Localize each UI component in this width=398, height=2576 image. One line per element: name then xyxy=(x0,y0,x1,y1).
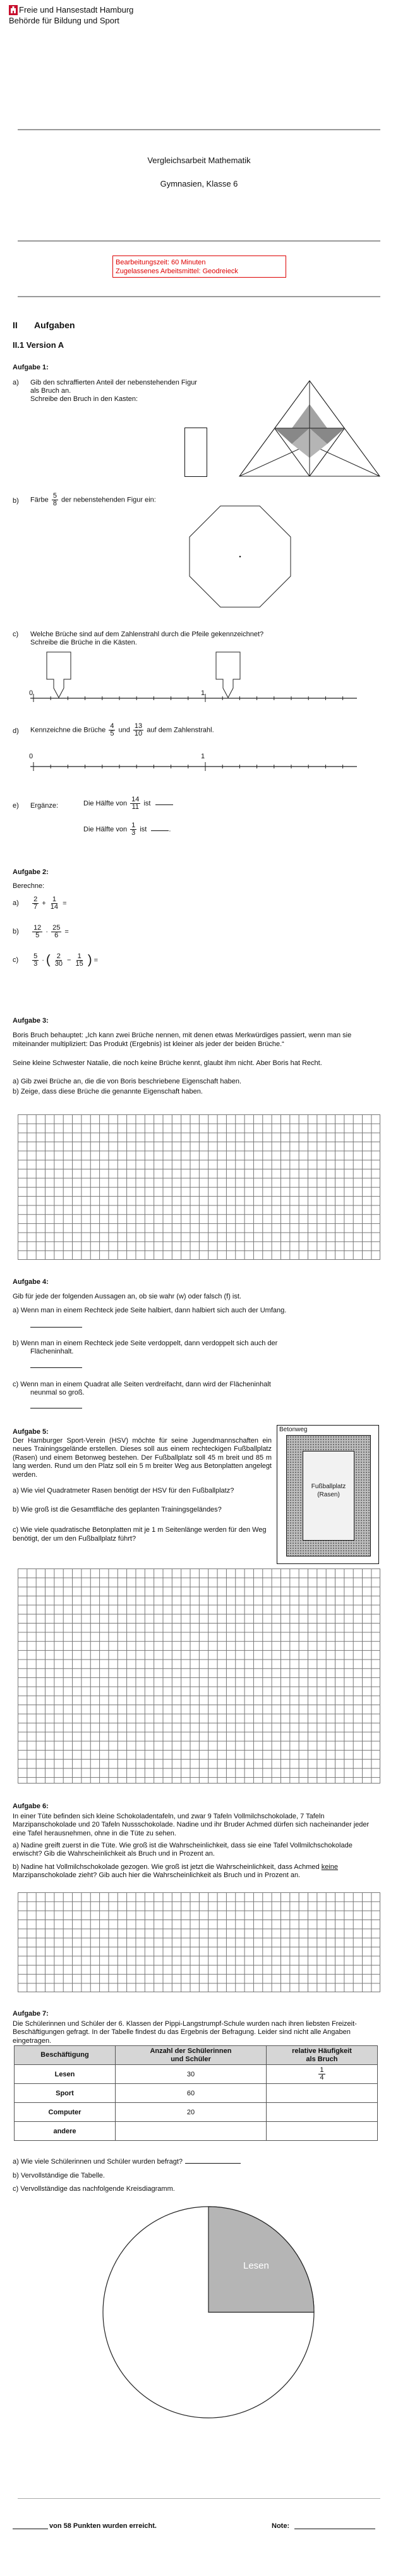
exam-subtitle: Gymnasien, Klasse 6 xyxy=(160,179,238,188)
answer-blank[interactable] xyxy=(185,2163,241,2164)
col-header: Anzahl der Schülerinnen und Schüler xyxy=(116,2046,267,2065)
triangle-figure xyxy=(237,378,382,478)
task1a-text: Schreibe den Bruch in den Kasten: xyxy=(30,395,138,403)
task1a-text: als Bruch an. xyxy=(30,387,71,395)
number-line-c xyxy=(25,651,360,702)
task2-title: Aufgabe 2: xyxy=(13,868,49,876)
section-number: II xyxy=(13,320,18,330)
fraction: $\frac{1}{15}$ xyxy=(75,952,83,968)
fraction: $\frac{5}{3}$ xyxy=(33,952,38,968)
task7a: a) Wie viele Schülerinnen und Schüler wurden befragt? xyxy=(13,2158,241,2166)
task4-intro: Gib für jede der folgenden Aussagen an, ob sie wahr (w) oder falsch (f) ist. xyxy=(13,1293,241,1300)
fraction: $\frac{13}{10}$ xyxy=(134,722,143,737)
task1b-pre: Färbe xyxy=(30,496,49,504)
exam-title: Vergleichsarbeit Mathematik xyxy=(147,156,251,165)
divider xyxy=(18,240,380,242)
task7b: b) Vervollständige die Tabelle. xyxy=(13,2172,105,2179)
pie-slice-lesen xyxy=(208,2207,314,2312)
task6b: b) Nadine hat Vollmilchschokolade gezogen. Wie groß ist jetzt die Wahrscheinlichkeit, dass Achmed keine Marzipanschokolade zieht? Gib auch hier die Wahrscheinlichkeit als Bruch und in Prozent an. xyxy=(13,1863,339,1880)
task4c: neunmal so groß. xyxy=(30,1389,85,1396)
task6-text: In einer Tüte befinden sich kleine Schokoladentafeln, und zwar 9 Tafeln Vollmilchschokolade, 7 Tafeln Marzipanschokolade und 20 Tafeln Nussschokolade. Nadine und ihr Bruder Achmed dürfen sich nacheinander jeder eine Tafel herausnehmen, ohne in die Tüte zu sehen. xyxy=(13,1813,370,1837)
task1d-text: Kennzeichne die Brüche $\frac{4}{5}$ und $\frac{13}{10}$ auf dem Zahlenstrahl. xyxy=(30,722,214,737)
arrow-box-2 xyxy=(216,652,240,698)
task2c: c) $\frac{5}{3}$ · ( $\frac{2}{30}$ − $\frac{1}{15}$ ) = xyxy=(13,952,99,968)
task3-title: Aufgabe 3: xyxy=(13,1017,49,1025)
task6a: a) Nadine greift zuerst in die Tüte. Wie groß ist die Wahrscheinlichkeit, dass sie eine Tafel Vollmilchschokolade erwischt? Gib die Wahrscheinlichkeit als Bruch und in Prozent an. xyxy=(13,1842,353,1858)
soccer-field-label: Fußballplatz xyxy=(311,1483,346,1490)
pie-chart[interactable] xyxy=(101,2205,316,2420)
col-header: Beschäftigung xyxy=(15,2046,116,2065)
task4a: a) Wenn man in einem Rechteck jede Seite halbiert, dann halbiert sich auch der Umfang. xyxy=(13,1307,287,1314)
octagon-figure[interactable] xyxy=(188,504,292,609)
answer-grid[interactable] xyxy=(18,1892,380,1992)
grade-label: Note: xyxy=(272,2522,290,2530)
task1e-line1: Die Hälfte von $\frac{14}{11}$ ist xyxy=(83,796,173,811)
concrete-path-label: Betonweg xyxy=(279,1426,308,1433)
task1c-text: Schreibe die Brüche in die Kästen. xyxy=(30,639,137,646)
answer-blank[interactable] xyxy=(30,1327,82,1328)
task1c-text: Welche Brüche sind auf dem Zahlenstrahl durch die Pfeile gekennzeichnet? xyxy=(30,631,264,638)
divider xyxy=(18,129,380,130)
tools-info: Zugelassenes Arbeitsmittel: Geodreieck xyxy=(116,268,238,275)
fraction: $\frac{2}{7}$ xyxy=(33,896,38,911)
table-row: Lesen 30 $\frac{1}{4}$ xyxy=(15,2065,378,2084)
version-title: II.1 Version A xyxy=(13,340,64,350)
task1-title: Aufgabe 1: xyxy=(13,364,49,371)
divider xyxy=(18,296,380,297)
tick-label-1: 1 xyxy=(201,753,205,760)
fraction-answer-box[interactable] xyxy=(184,428,207,477)
table-row: andere xyxy=(15,2122,378,2141)
task1b-text xyxy=(30,493,156,507)
fraction: $\frac{5}{8}$ xyxy=(52,492,57,507)
tick-label-1: 1 xyxy=(201,689,205,697)
answer-blank[interactable] xyxy=(30,1367,82,1368)
task6-title: Aufgabe 6: xyxy=(13,1803,49,1810)
task4b: b) Wenn man in einem Rechteck jede Seite verdoppelt, dann verdoppelt sich auch der xyxy=(13,1340,278,1347)
fraction: $\frac{14}{11}$ xyxy=(131,796,140,811)
fraction: $\frac{1}{4}$ xyxy=(320,2066,324,2081)
activities-table xyxy=(14,2045,378,2141)
task1e-line2: Die Hälfte von $\frac{1}{3}$ ist . xyxy=(83,822,171,837)
org-line-1: Freie und Hansestadt Hamburg xyxy=(19,5,134,15)
pie-slice-label: Lesen xyxy=(243,2260,269,2271)
answer-grid[interactable] xyxy=(18,1114,380,1260)
arrow-box-1 xyxy=(47,652,71,698)
task7-text: Die Schülerinnen und Schüler der 6. Klassen der Pippi-Langstrumpf-Schule wurden nach ihren liebsten Freizeit-Beschäftigungen gefragt. In der Tabelle findest du das Ergebnis der Befragung. Leider sind nicht alle Angaben eingetragen. xyxy=(13,2020,357,2045)
task5c: c) Wie viele quadratische Betonplatten mit je 1 m Seitenlänge werden für den Weg benötigt, der um den Fußballplatz führt? xyxy=(13,1526,267,1543)
task1b-label: b) xyxy=(13,497,19,505)
task5-title: Aufgabe 5: xyxy=(13,1428,49,1436)
task5-text: Der Hamburger Sport-Verein (HSV) möchte für seine Jugendmannschaften ein neues Trainingsgelände erstellen. Dieses soll aus einem rechteckigen Fußballplatz (Rasen) und einem Betonweg bestehen. Der Fußballplatz soll 45 m breit und 85 m lang werden. Rund um den Platz soll ein 5 m breiter Weg aus Betonplatten angelegt werden. xyxy=(13,1437,272,1479)
task2b: b) $\frac{12}{5}$ · $\frac{25}{6}$ = xyxy=(13,924,69,939)
fraction: $\frac{12}{5}$ xyxy=(33,924,42,939)
answer-blank[interactable] xyxy=(155,804,173,805)
task4-title: Aufgabe 4: xyxy=(13,1278,49,1286)
task5b: b) Wie groß ist die Gesamtfläche des geplanten Trainingsgeländes? xyxy=(13,1506,222,1513)
task7c: c) Vervollständige das nachfolgende Kreisdiagramm. xyxy=(13,2185,175,2193)
task4b: Flächeninhalt. xyxy=(30,1348,74,1355)
exam-info-box xyxy=(112,256,286,278)
fraction: $\frac{1}{3}$ xyxy=(131,822,136,837)
task1e-label: e) xyxy=(13,802,19,810)
tick-label-0: 0 xyxy=(29,689,33,697)
task4c: c) Wenn man in einem Quadrat alle Seiten verdreifacht, dann wird der Flächeninhalt xyxy=(13,1381,271,1388)
task1b-post: der nebenstehenden Figur ein: xyxy=(61,496,156,504)
task1d-label: d) xyxy=(13,727,19,735)
answer-blank[interactable] xyxy=(151,830,169,831)
org-line-2: Behörde für Bildung und Sport xyxy=(9,16,119,25)
fraction: $\frac{1}{14}$ xyxy=(50,896,58,911)
table-row: Computer 20 xyxy=(15,2103,378,2122)
time-info: Bearbeitungszeit: 60 Minuten xyxy=(116,259,206,266)
field-figure xyxy=(277,1425,379,1564)
soccer-field xyxy=(303,1451,354,1541)
task7-title: Aufgabe 7: xyxy=(13,2010,49,2018)
task3a: a) Gib zwei Brüche an, die die von Boris beschriebene Eigenschaft haben. xyxy=(13,1078,241,1085)
task3-text: Boris Bruch behauptet: „Ich kann zwei Brüche nennen, mit denen etwas Merkwürdiges passiert, wenn man sie miteinander multipliziert: Das Produkt (Ergebnis) ist kleiner als jeder der beiden Brüche.“ xyxy=(13,1032,352,1048)
task2-intro: Berechne: xyxy=(13,882,45,890)
tick-label-0: 0 xyxy=(29,753,33,760)
task1a-label: a) xyxy=(13,379,19,386)
hamburg-logo xyxy=(9,5,18,15)
divider xyxy=(18,2498,380,2499)
points-text: von 58 Punkten wurden erreicht. xyxy=(49,2522,157,2530)
answer-grid[interactable] xyxy=(18,1568,380,1784)
col-header: relative Häufigkeit als Bruch xyxy=(266,2046,377,2065)
soccer-field-label: (Rasen) xyxy=(317,1491,340,1498)
fraction: $\frac{25}{6}$ xyxy=(52,924,61,939)
fraction: $\frac{2}{30}$ xyxy=(54,952,63,968)
fraction: $\frac{4}{5}$ xyxy=(110,722,114,737)
task2a: a) $\frac{2}{7}$ + $\frac{1}{14}$ = xyxy=(13,896,67,911)
task1a-text: Gib den schraffierten Anteil der nebenstehenden Figur xyxy=(30,379,197,386)
table-row: Sport 60 xyxy=(15,2084,378,2103)
task1e-pre: Ergänze: xyxy=(30,802,59,810)
task3b: b) Zeige, dass diese Brüche die genannte Eigenschaft haben. xyxy=(13,1088,203,1095)
number-line-d[interactable] xyxy=(25,762,360,771)
task1c-label: c) xyxy=(13,631,19,638)
task5a: a) Wie viel Quadratmeter Rasen benötigt der HSV für den Fußballplatz? xyxy=(13,1487,234,1494)
section-title: Aufgaben xyxy=(34,320,75,330)
task3-text: Seine kleine Schwester Natalie, die noch keine Brüche kennt, glaubt ihm nicht. Aber Boris hat Recht. xyxy=(13,1059,322,1067)
